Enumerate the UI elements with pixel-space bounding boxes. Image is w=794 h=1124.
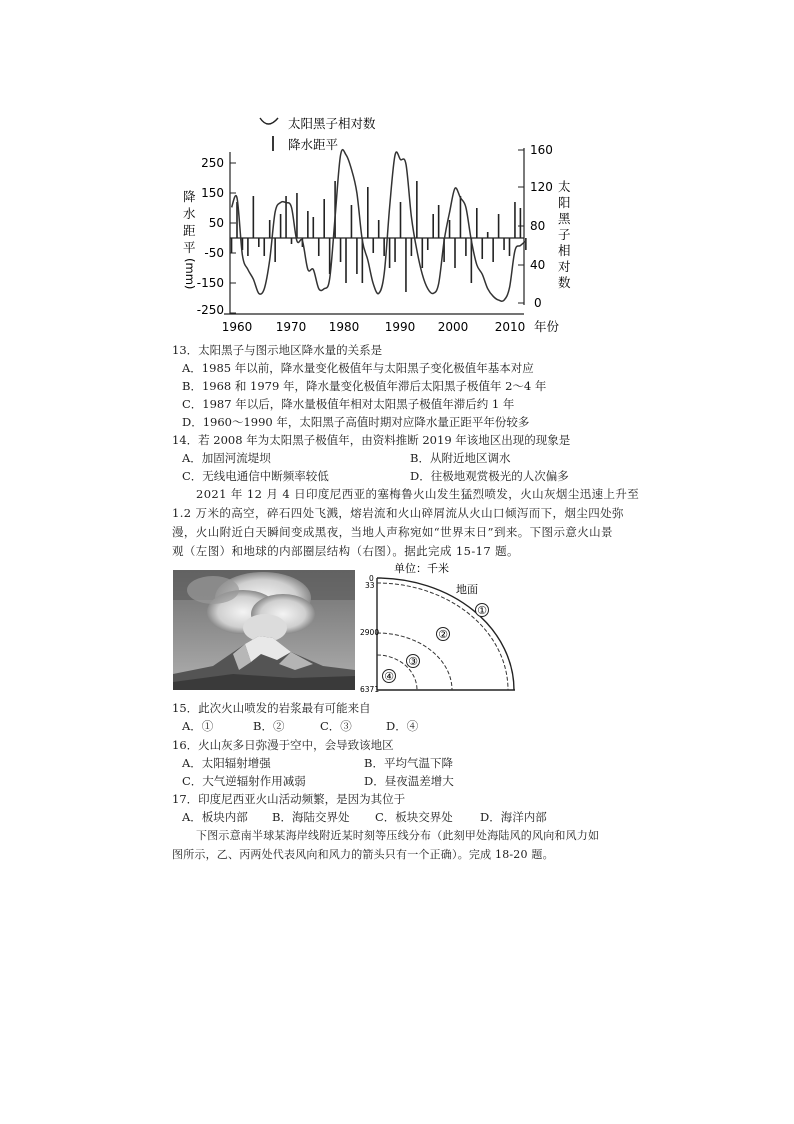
right-axis-title-char: 黑	[558, 211, 571, 226]
left-axis-title-char: 降	[183, 189, 196, 204]
x-tick-label: 2010	[494, 320, 526, 334]
passage1-line: 2021 年 12 月 4 日印度尼西亚的塞梅鲁火山发生猛烈喷发，火山灰烟尘迅速上升至	[196, 487, 640, 501]
layer-label: ②	[438, 628, 448, 641]
right-tick-label: 0	[534, 296, 542, 310]
q14-option-a: A．加固河流堤坝	[182, 451, 271, 465]
unit-label: 单位：千米	[394, 562, 449, 575]
precipitation-bars	[232, 181, 526, 292]
passage1-line: 漫，火山附近白天瞬间变成黑夜，当地人声称宛如“世界末日”到来。下图示意火山景	[172, 525, 613, 539]
legend-bar-label: 降水距平	[288, 137, 339, 152]
surface-label: 地面	[456, 583, 478, 596]
q16-stem: 16．火山灰多日弥漫于空中，会导致该地区	[172, 738, 394, 752]
right-axis-title-char: 阳	[558, 195, 571, 210]
left-tick-label: 250	[201, 156, 224, 170]
q14-option-d: D．往极地观赏极光的人次偏多	[410, 469, 569, 483]
layer-label: ④	[384, 670, 394, 683]
right-tick-label: 40	[530, 258, 546, 272]
q16-option-c: C．大气逆辐射作用减弱	[182, 774, 306, 788]
legend-curve-label: 太阳黑子相对数	[288, 116, 376, 131]
q15-stem: 15．此次火山喷发的岩浆最有可能来自	[172, 701, 371, 715]
right-axis-title-char: 对	[558, 259, 571, 274]
depth-label: 2900	[360, 628, 380, 637]
q17-option-d: D．海洋内部	[480, 810, 547, 824]
passage1-line: 观（左图）和地球的内部圈层结构（右图）。据此完成 15-17 题。	[172, 544, 519, 558]
right-tick-label: 80	[530, 219, 546, 233]
x-tick-label: 2000	[437, 320, 469, 334]
left-axis-title-char: 水	[183, 206, 196, 221]
q15-option-d: D．④	[386, 719, 419, 733]
q14-stem: 14．若 2008 年为太阳黑子极值年，由资料推断 2019 年该地区出现的现象是	[172, 433, 571, 447]
q14-option-c: C．无线电通信中断频率较低	[182, 469, 329, 483]
right-axis-title-char: 相	[558, 243, 571, 258]
x-tick-label: 1970	[275, 320, 307, 334]
earth-structure-diagram	[355, 560, 525, 695]
left-tick-label: -150	[196, 276, 224, 290]
x-tick-label: 1990	[384, 320, 416, 334]
left-tick-label: -50	[204, 246, 224, 260]
right-axis-title-char: 太	[558, 179, 571, 194]
q16-option-b: B．平均气温下降	[364, 756, 453, 770]
q13-option-a: A．1985 年以前，降水量变化极值年与太阳黑子变化极值年基本对应	[182, 361, 534, 375]
q14-option-b: B．从附近地区调水	[410, 451, 511, 465]
q17-option-b: B．海陆交界处	[272, 810, 350, 824]
left-tick-label: 50	[208, 216, 224, 230]
layer-label: ③	[408, 655, 418, 668]
left-axis-title-char: 距	[183, 223, 196, 238]
q17-option-c: C．板块交界处	[375, 810, 453, 824]
depth-label: 0	[369, 574, 374, 583]
q13-option-c: C．1987 年以后，降水量极值年相对太阳黑子极值年滞后约 1 年	[182, 397, 515, 411]
depth-label: 6371	[360, 685, 380, 694]
q15-option-c: C．③	[320, 719, 352, 733]
right-axis-title-char: 数	[558, 275, 571, 290]
passage1-line: 1.2 万米的高空，碎石四处飞溅，熔岩流和火山碎屑流从火山口倾泻而下，烟尘四处弥	[172, 506, 624, 520]
right-axis-title-char: 子	[558, 227, 571, 242]
layer-label: ①	[477, 604, 487, 617]
q13-option-d: D．1960～1990 年，太阳黑子高值时期对应降水量正距平年份较多	[182, 415, 530, 429]
left-axis-title-unit: (mm)	[183, 258, 197, 290]
q13-option-b: B．1968 和 1979 年，降水量变化极值年滞后太阳黑子极值年 2～4 年	[182, 379, 547, 393]
volcano-photo	[173, 570, 355, 690]
q16-option-a: A．太阳辐射增强	[182, 756, 271, 770]
q17-stem: 17．印度尼西亚火山活动频繁，是因为其位于	[172, 792, 406, 806]
x-tick-label: 1980	[328, 320, 360, 334]
depth-label: 33	[365, 581, 375, 590]
passage2-line: 图所示，乙、丙两处代表风向和风力的箭头只有一个正确）。完成 18-20 题。	[172, 848, 554, 861]
legend-curve-icon	[260, 118, 278, 124]
left-tick-label: -250	[196, 303, 224, 317]
q17-option-a: A．板块内部	[182, 810, 248, 824]
q16-option-d: D．昼夜温差增大	[364, 774, 454, 788]
x-tick-label: 1960	[221, 320, 253, 334]
left-axis-title-char: 平	[183, 240, 196, 255]
right-tick-label: 160	[530, 143, 553, 157]
q15-option-b: B．②	[253, 719, 285, 733]
q13-stem: 13．太阳黑子与图示地区降水量的关系是	[172, 343, 383, 357]
sunspot-precipitation-chart	[175, 112, 595, 337]
left-tick-label: 150	[201, 186, 224, 200]
right-tick-label: 120	[530, 180, 553, 194]
passage2-line: 下图示意南半球某海岸线附近某时刻等压线分布（此刻甲处海陆风的风向和风力如	[196, 829, 600, 842]
x-axis-title: 年份	[534, 319, 560, 334]
q15-option-a: A．①	[182, 719, 214, 733]
